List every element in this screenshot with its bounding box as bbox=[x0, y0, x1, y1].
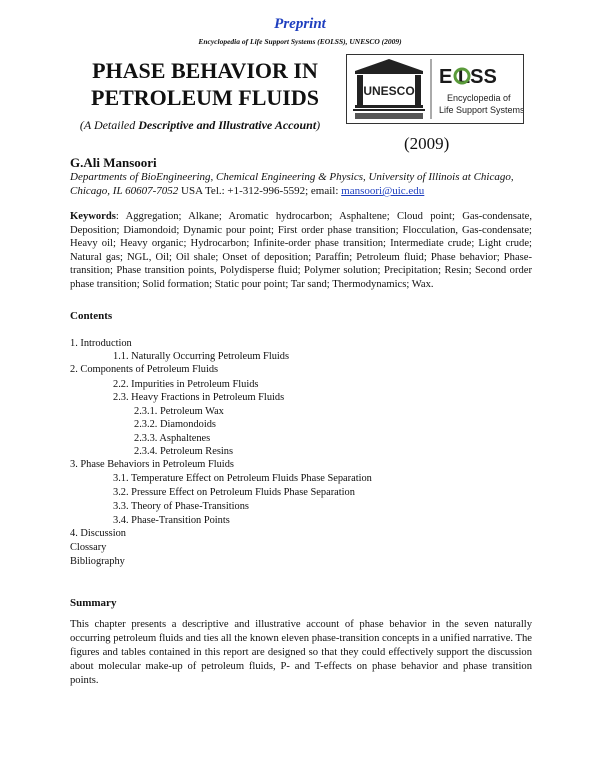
toc-item-glossary[interactable]: Clossary bbox=[70, 542, 107, 553]
toc-item-3-1[interactable]: 3.1. Temperature Effect on Petroleum Fluids Phase Separation bbox=[113, 473, 372, 484]
subtitle-b: Descriptive and Illustrative Account bbox=[138, 118, 317, 132]
toc-item-3-3[interactable]: 3.3. Theory of Phase-Transitions bbox=[113, 501, 249, 512]
author-affiliation bbox=[70, 170, 540, 198]
series-line: Encyclopedia of Life Support Systems (EOLSS), UNESCO (2009) bbox=[198, 37, 402, 46]
toc-item-3-4[interactable]: 3.4. Phase-Transition Points bbox=[113, 515, 230, 526]
subtitle bbox=[40, 118, 360, 133]
title-line-2: PETROLEUM FLUIDS bbox=[91, 85, 319, 110]
toc-item-2-3[interactable]: 2.3. Heavy Fractions in Petroleum Fluids bbox=[113, 392, 285, 403]
toc-item-2-3-1[interactable]: 2.3.1. Petroleum Wax bbox=[134, 406, 224, 417]
email-link[interactable]: mansoori@uic.edu bbox=[341, 185, 425, 197]
author-name: G.Ali Mansoori bbox=[70, 155, 157, 170]
toc-item-bibliography[interactable]: Bibliography bbox=[70, 556, 125, 567]
toc-item-2[interactable]: 2. Components of Petroleum Fluids bbox=[70, 364, 219, 375]
toc-item-3-2[interactable]: 3.2. Pressure Effect on Petroleum Fluids Phase Separation bbox=[113, 487, 355, 498]
contents-heading: Contents bbox=[70, 310, 113, 322]
toc-item-3[interactable]: 3. Phase Behaviors in Petroleum Fluids bbox=[70, 459, 234, 470]
page-title bbox=[62, 57, 348, 111]
title-line-1: PHASE BEHAVIOR IN bbox=[92, 58, 318, 83]
keywords-label: Keywords bbox=[70, 211, 116, 222]
unesco-eolss-logo bbox=[346, 54, 524, 124]
subtitle-open: ( bbox=[79, 118, 84, 132]
summary-paragraph: This chapter presents a descriptive and illustrative account of phase behavior in the seven naturally occurring petroleum fluids and ties all the known eleven phase-transition concepts in a unified narrative. The figures and tables contained in this report are designed so that they could effectively support the discussion about molecular make-up of petroleum fluids, P- and T-effects on phase behavior and phase transition points. bbox=[70, 619, 532, 686]
eolss-logo-icon bbox=[439, 66, 523, 115]
unesco-temple-icon bbox=[353, 59, 425, 119]
subtitle-a: A Detailed bbox=[83, 118, 139, 132]
summary-heading: Summary bbox=[70, 597, 117, 609]
toc-item-2-3-4[interactable]: 2.3.4. Petroleum Resins bbox=[134, 446, 233, 457]
toc-item-2-3-2[interactable]: 2.3.2. Diamondoids bbox=[134, 419, 216, 430]
toc-item-2-3-3[interactable]: 2.3.3. Asphaltenes bbox=[134, 433, 211, 444]
keywords-text: : Aggregation; Alkane; Aromatic hydrocarbon; Asphaltene; Cloud point; Gas-condensate, Deposition; Diamondoid; Dynamic pour point; First order phase transition; Flocculation, Gas-condensate; Heavy oil; Heavy organic; Hydrocarbon; Infinite-order phase transition; Intermediate crude; Light crude; Natural gas; NGL, Oil; Oil shale; Onset of deposition; Paraffin; Petroleum fluid; Phase behavior; Phase-transition; Phase transition points, Polydisperse fluid; Polymer solution; Precipitation; Resin; Second order phase transition; Solid formation; Static pour point; Tar sand; Thermodynamics; Wax. bbox=[70, 211, 532, 290]
eolss-text: E LSS bbox=[439, 66, 497, 88]
affiliation-departments: Departments of BioEngineering, Chemical Engineering & Physics, University of Illinois at Chicago, Chicago, IL 60607-7052 bbox=[70, 171, 514, 197]
logo-graphic bbox=[347, 55, 523, 123]
toc-item-2-2[interactable]: 2.2. Impurities in Petroleum Fluids bbox=[113, 379, 259, 390]
toc-item-1-1[interactable]: 1.1. Naturally Occurring Petroleum Fluids bbox=[113, 351, 290, 362]
toc-item-1[interactable]: 1. Introduction bbox=[70, 338, 132, 349]
preprint-label: Preprint bbox=[274, 16, 326, 32]
toc-item-4[interactable]: 4. Discussion bbox=[70, 528, 126, 539]
eolss-line-2: Life Support Systems bbox=[439, 105, 523, 115]
unesco-text: UNESCO bbox=[363, 84, 415, 98]
affiliation-contact: USA Tel.: +1-312-996-5592; email: bbox=[178, 185, 342, 197]
year-label: (2009) bbox=[404, 134, 450, 153]
subtitle-close: ) bbox=[316, 118, 321, 132]
keywords-paragraph bbox=[70, 210, 532, 292]
eolss-line-1: Encyclopedia of bbox=[447, 93, 511, 103]
